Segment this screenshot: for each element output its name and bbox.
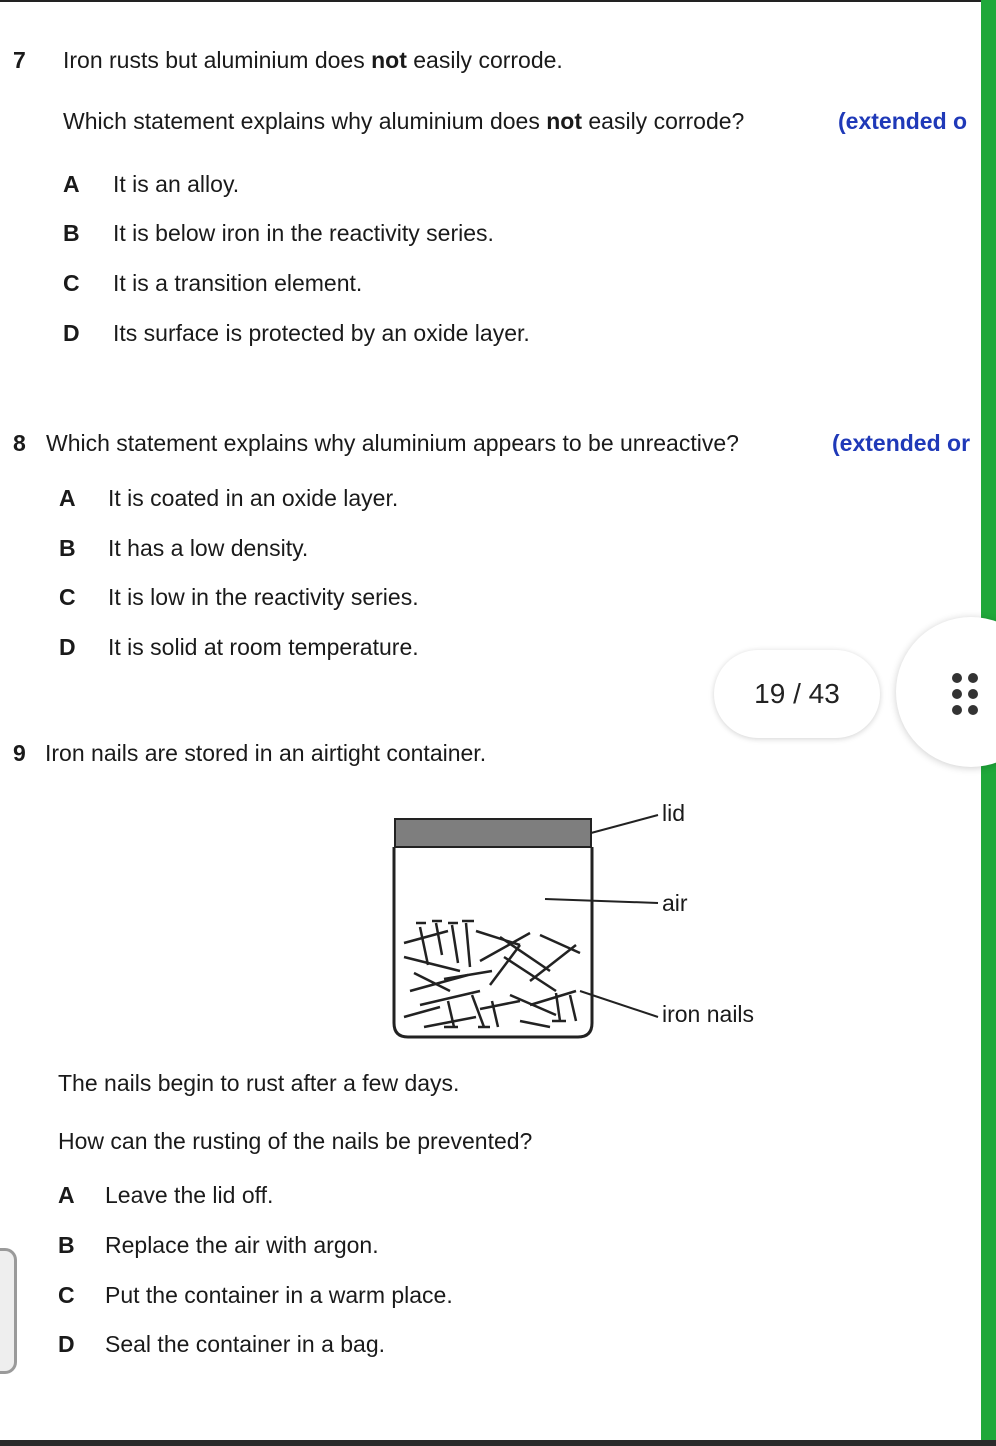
side-drawer-handle[interactable] [0, 1248, 17, 1374]
q9-option-a[interactable]: Leave the lid off. [105, 1182, 274, 1208]
label-air: air [662, 890, 688, 916]
q7-option-b-letter: B [63, 220, 80, 246]
q8-option-a-letter: A [59, 485, 76, 511]
lid-shape [395, 819, 591, 847]
label-iron-nails: iron nails [662, 1001, 755, 1027]
question-9-line1: The nails begin to rust after a few days. [58, 1070, 460, 1096]
q7-option-c[interactable]: It is a transition element. [113, 270, 363, 296]
page-indicator: 19 / 43 [714, 650, 880, 738]
q7-option-a-letter: A [63, 171, 80, 197]
q9-option-b-letter: B [58, 1232, 75, 1258]
q8-option-c[interactable]: It is low in the reactivity series. [108, 584, 419, 610]
bottom-border [0, 1440, 996, 1446]
q8-option-d-letter: D [59, 634, 76, 660]
q9-option-d[interactable]: Seal the container in a bag. [105, 1331, 386, 1357]
q9-option-d-letter: D [58, 1331, 75, 1357]
q9-option-a-letter: A [58, 1182, 75, 1208]
nails-pile [404, 921, 580, 1027]
q8-option-b[interactable]: It has a low density. [108, 535, 309, 561]
question-7-stem: Iron rusts but aluminium does not easily corrode. [63, 47, 563, 73]
q9-option-c[interactable]: Put the container in a warm place. [105, 1282, 453, 1308]
top-border [0, 0, 996, 2]
q7-option-a[interactable]: It is an alloy. [113, 171, 240, 197]
more-menu-button[interactable] [896, 617, 996, 767]
label-lid: lid [662, 800, 686, 826]
q9-option-b[interactable]: Replace the air with argon. [105, 1232, 379, 1258]
q8-option-d[interactable]: It is solid at room temperature. [108, 634, 419, 660]
q8-option-a[interactable]: It is coated in an oxide layer. [108, 485, 399, 511]
question-8-tag: (extended or [832, 430, 971, 456]
question-8-number: 8 [13, 430, 26, 456]
question-8-text: Which statement explains why aluminium appears to be unreactive? [46, 430, 739, 456]
q8-option-b-letter: B [59, 535, 76, 561]
question-7-tag: (extended o [838, 108, 968, 134]
question-9-stem: Iron nails are stored in an airtight container. [45, 740, 487, 766]
q7-option-d[interactable]: Its surface is protected by an oxide layer. [113, 320, 530, 346]
q7-option-b[interactable]: It is below iron in the reactivity series. [113, 220, 494, 246]
container-diagram [380, 795, 780, 1050]
question-9-number: 9 [13, 740, 26, 766]
question-7-text: Which statement explains why aluminium does not easily corrode? [63, 108, 745, 134]
q7-option-c-letter: C [63, 270, 80, 296]
q7-option-d-letter: D [63, 320, 80, 346]
q8-option-c-letter: C [59, 584, 76, 610]
question-7-number: 7 [13, 47, 26, 73]
question-9-text: How can the rusting of the nails be prevented? [58, 1128, 533, 1154]
q9-option-c-letter: C [58, 1282, 75, 1308]
